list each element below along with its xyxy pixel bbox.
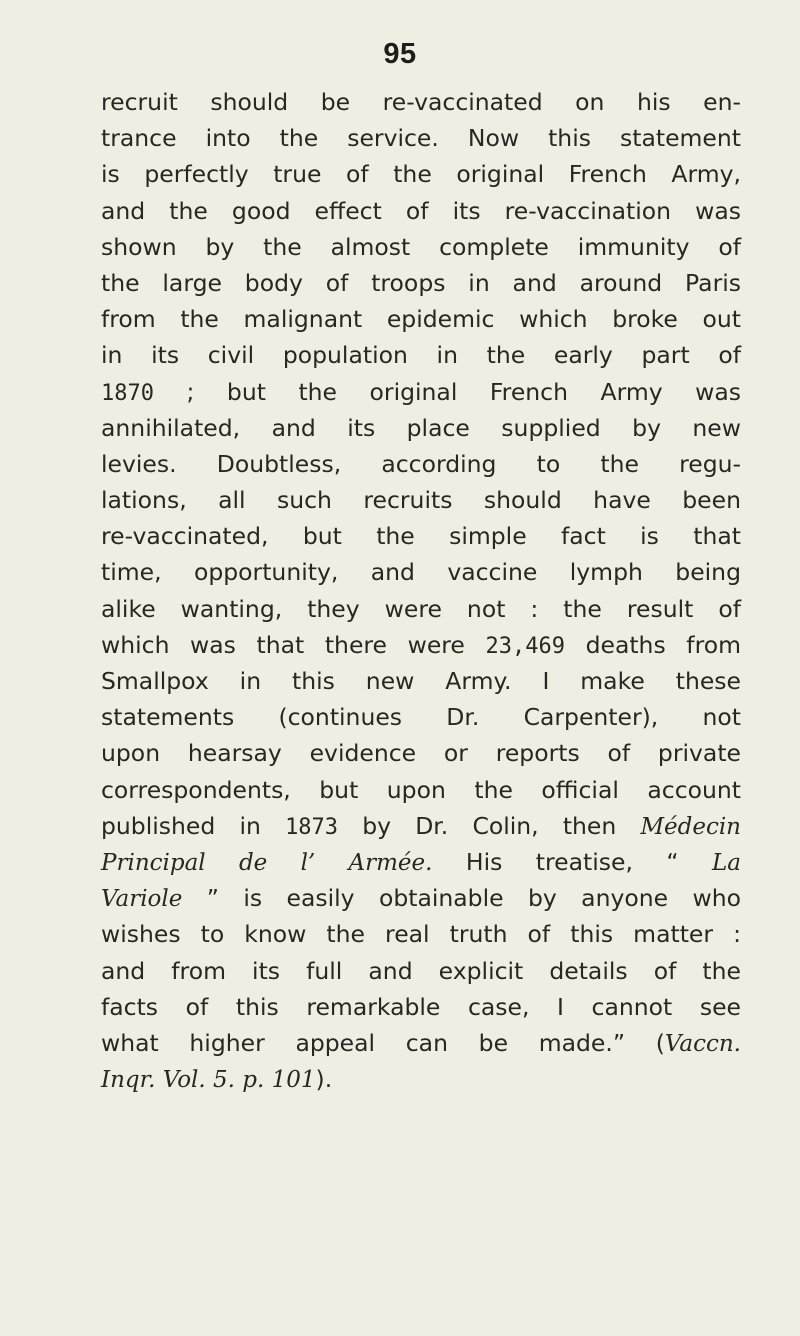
text-segment: ). [315, 1065, 333, 1094]
text-line [101, 518, 741, 554]
text-segment: is perfectly true of the original French Army, [101, 160, 741, 189]
text-line [101, 446, 741, 482]
text-line [101, 772, 741, 808]
text-line [101, 989, 741, 1025]
text-segment: shown by the almost complete immunity of [101, 232, 741, 261]
italic-text: Principal de l’ Armée. [101, 849, 433, 876]
text-line [101, 953, 741, 989]
italic-text: La [711, 849, 741, 876]
text-segment: and from its full and explicit details of the [101, 956, 741, 985]
numeral-text: 23,469 [485, 633, 565, 659]
italic-text: Inqr. Vol. 5. p. 101 [101, 1067, 316, 1094]
text-segment: upon hearsay evidence or reports of private [101, 739, 741, 768]
text-line [101, 229, 741, 265]
page-number: 95 [383, 38, 417, 70]
text-line [101, 156, 741, 192]
text-line [101, 120, 741, 156]
text-segment: time, opportunity, and vaccine lymph being [101, 558, 741, 587]
text-line [101, 808, 741, 844]
text-segment: re-vaccinated, but the simple fact is that [101, 522, 741, 551]
text-segment: facts of this remarkable case, I cannot see [101, 992, 741, 1021]
text-segment: which was that there were [101, 630, 486, 659]
text-segment: deaths from [564, 630, 741, 659]
italic-text: Variole [101, 886, 183, 913]
italic-text: Vaccn. [664, 1030, 741, 1057]
body-paragraph [101, 84, 741, 1097]
text-line [101, 663, 741, 699]
text-line [101, 265, 741, 301]
text-line [101, 84, 741, 120]
text-line [101, 337, 741, 373]
text-segment: ; but the original French Army was [153, 377, 741, 406]
text-line [101, 880, 741, 916]
text-segment: ” is easily obtainable by anyone who [182, 884, 741, 913]
italic-text: Médecin [640, 813, 741, 840]
text-line [101, 916, 741, 952]
text-line [101, 591, 741, 627]
text-line [101, 554, 741, 590]
text-line [101, 410, 741, 446]
text-segment: Smallpox in this new Army. I make these [101, 667, 741, 695]
text-segment: annihilated, and its place supplied by new [101, 413, 741, 442]
text-segment: correspondents, but upon the official account [101, 775, 741, 804]
text-segment: and the good effect of its re-vaccination was [101, 196, 741, 225]
text-segment: lations, all such recruits should have been [101, 486, 741, 515]
text-segment: from the malignant epidemic which broke out [101, 305, 741, 334]
numeral-text: 1870 [101, 380, 154, 406]
text-line [101, 699, 741, 735]
text-segment: in its civil population in the early part of [101, 341, 741, 370]
text-segment: statements (continues Dr. Carpenter), not [101, 703, 741, 732]
text-segment: by Dr. Colin, then [338, 811, 641, 840]
text-segment: trance into the service. Now this statement [101, 124, 741, 153]
text-line [101, 844, 741, 880]
text-line [101, 627, 741, 663]
text-segment: what higher appeal can be made.” ( [101, 1028, 665, 1057]
numeral-text: 1873 [285, 814, 339, 840]
text-segment: recruit should be re-vaccinated on his en- [101, 88, 741, 116]
text-line [101, 1025, 741, 1061]
text-segment: the large body of troops in and around Paris [101, 268, 741, 297]
text-line [101, 193, 741, 229]
text-segment: levies. Doubtless, according to the regu- [101, 449, 741, 478]
text-segment: His treatise, “ [432, 847, 712, 876]
text-segment: wishes to know the real truth of this matter : [101, 920, 741, 949]
text-line [101, 482, 741, 518]
text-segment: alike wanting, they were not : the result of [101, 594, 741, 623]
text-line [101, 1061, 741, 1097]
text-line [101, 735, 741, 771]
text-line [101, 374, 741, 410]
text-segment: published in [101, 811, 286, 840]
text-line [101, 301, 741, 337]
